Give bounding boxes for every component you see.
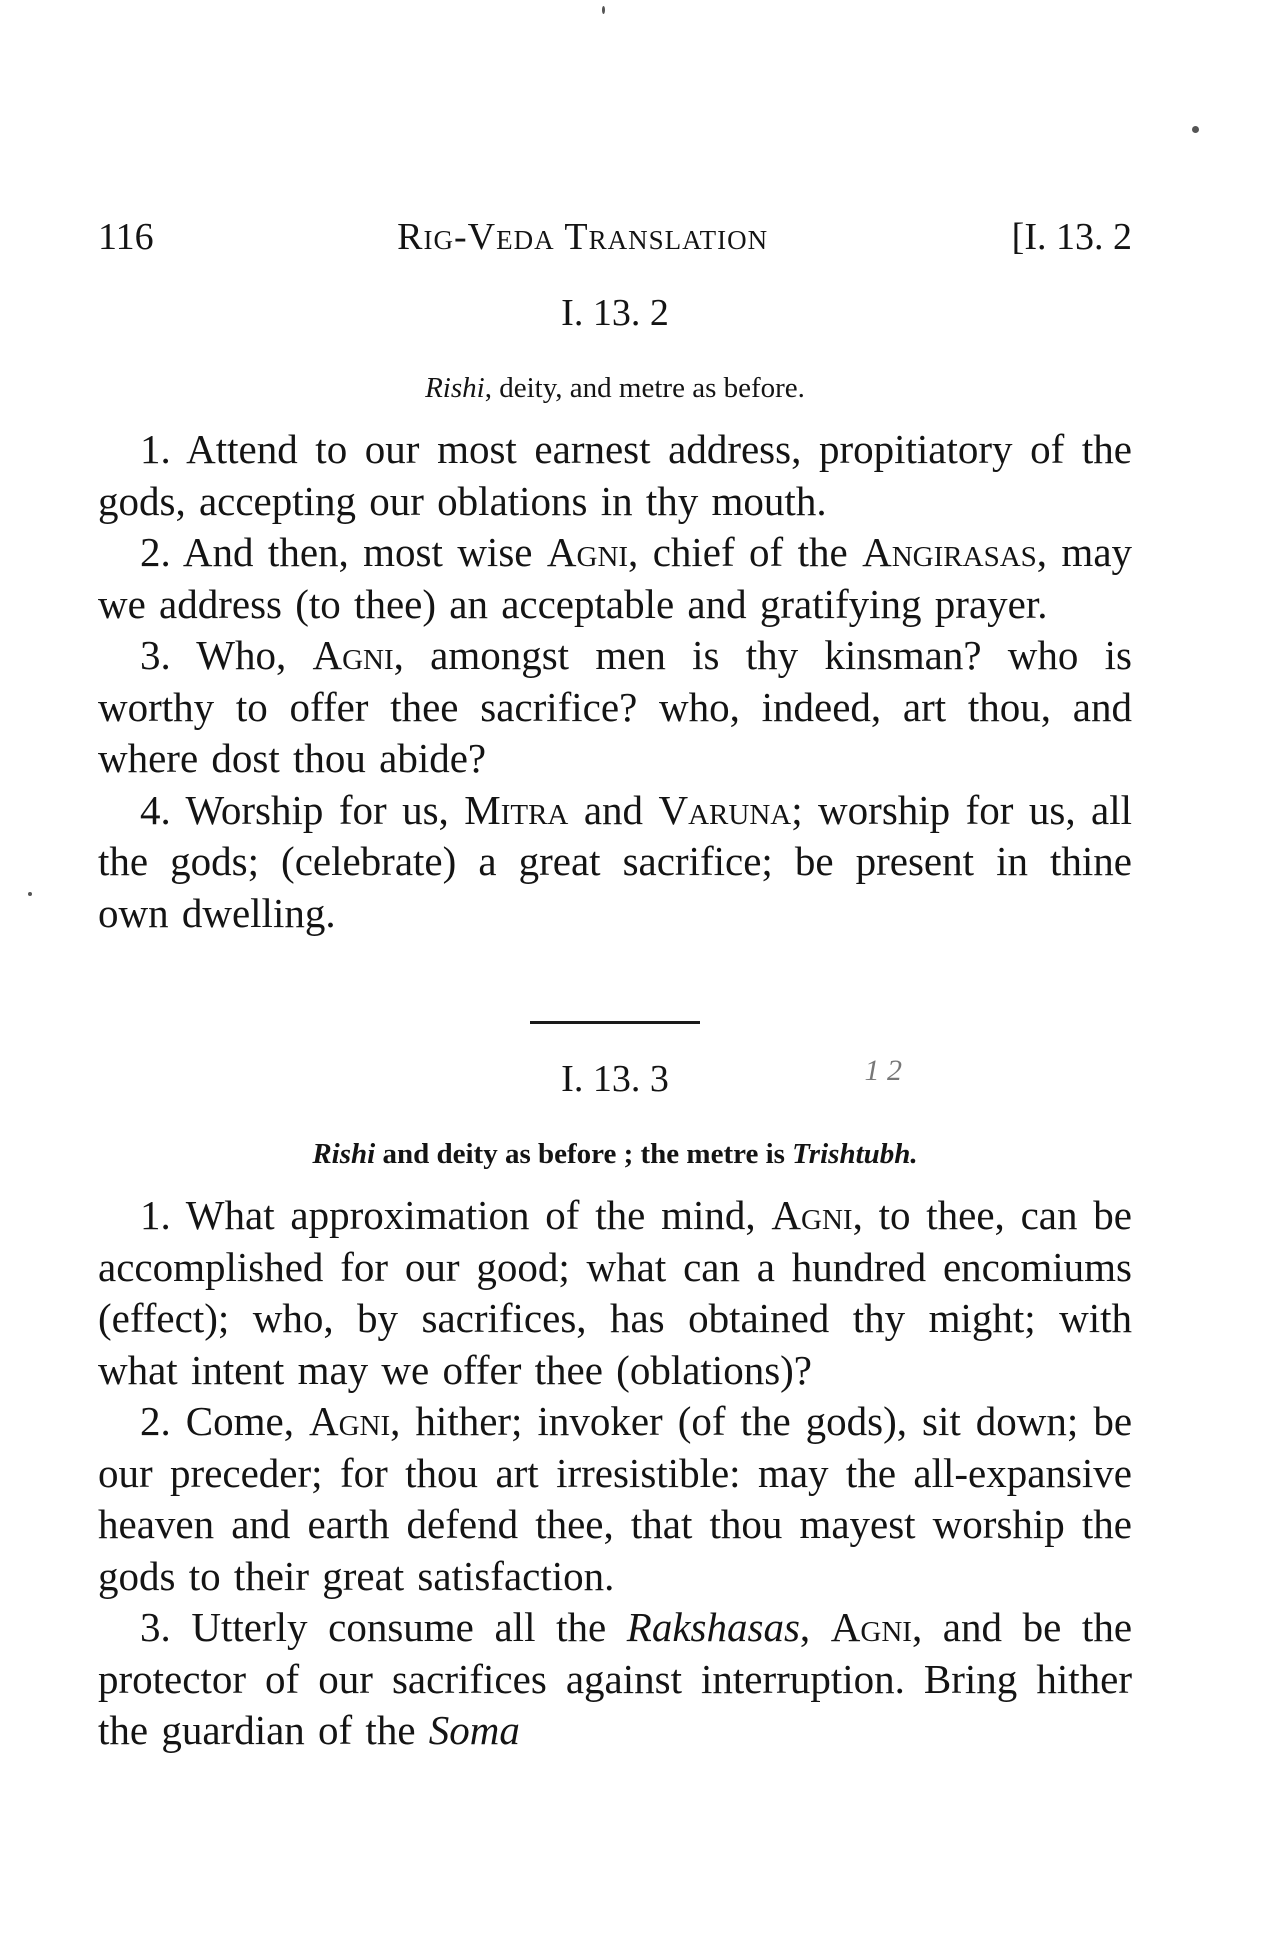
verse-number: 2. [140, 1398, 186, 1444]
italic-term: Rishi [425, 372, 485, 404]
scan-speck [602, 6, 605, 14]
verse-text: Worship for us, [185, 786, 465, 833]
verse [98, 1396, 1132, 1602]
verse-text: and [568, 786, 659, 833]
running-title: Rig-Veda Translation [397, 216, 769, 258]
hymn-title: I. 13. 3 [561, 1058, 669, 1100]
italic-term: Rishi [312, 1138, 376, 1170]
proper-name: Mitra [464, 786, 569, 833]
verse-number: 3. [140, 1604, 192, 1650]
section-divider [530, 1021, 700, 1024]
verse [98, 785, 1132, 940]
verse-text: Utterly consume all the [191, 1604, 627, 1650]
verse-text: What approximation of the mind, [185, 1192, 772, 1238]
verse-text: Attend to our most earnest address, propitiatory of the gods, accepting our oblations in thy mouth. [98, 426, 1132, 524]
scan-speck [1192, 126, 1199, 133]
proper-name: Agni [771, 1192, 853, 1238]
proper-name: Agni [546, 529, 629, 575]
section-reference: [I. 13. 2 [1011, 216, 1132, 258]
italic-term: Trishtubh. [792, 1138, 918, 1170]
verse-number: 2. [140, 529, 183, 575]
verse-text: , and be the protector of our sacrifices against interruption. Bring hither the guardian of the [98, 1604, 1133, 1753]
verse-text: , hither; invoker (of the gods), sit down; be our preceder; for thou art irresistible: may the all-expansive heaven and earth defend thee, that thou mayest worship the gods to their great satisfaction. [98, 1398, 1133, 1599]
verse [98, 1190, 1132, 1396]
verse-text: and deity as before ; the metre is [375, 1138, 793, 1170]
verse-text: , to thee, can be accomplished for our good; what can a hundred encomiums (effect); who, by sacrifices, has obtained thy might; with what intent may we offer thee (oblations)? [98, 1192, 1132, 1393]
hymn-title: I. 13. 2 [561, 292, 669, 334]
verse-number: 3. [140, 632, 197, 678]
metadata-text: , deity, and metre as before. [484, 372, 805, 404]
proper-name: Agni [309, 1398, 391, 1444]
hymn-metadata [98, 368, 1132, 408]
verse-list [98, 424, 1132, 939]
proper-name: Agni [830, 1604, 912, 1650]
hymn-title-row [98, 1054, 1132, 1104]
verse-list [98, 1190, 1132, 1757]
scan-speck [28, 892, 32, 896]
verse-text: And then, most wise [182, 529, 547, 575]
verse-text: , chief of the [628, 529, 863, 575]
verse-text: ; worship for us, all the gods; (celebrate) a great sacrifice; be present in thine own dwelling. [98, 786, 1133, 936]
verse-number: 4. [140, 786, 186, 833]
verse [98, 424, 1132, 527]
italic-term: Rakshasas [626, 1604, 800, 1650]
verse-text: Who, [196, 632, 313, 678]
verse-number: 1. [140, 426, 187, 472]
hymn-section-1 [98, 288, 1132, 939]
verse-text: , amongst men is thy kinsman? who is worthy to offer thee sacrifice? who, indeed, art thou, and where dost thou abide? [98, 632, 1132, 781]
verse-text: Come, [185, 1398, 309, 1444]
verse-number: 1. [140, 1192, 186, 1238]
proper-name: Angirasas [862, 529, 1037, 575]
page-number: 116 [98, 216, 154, 258]
handwritten-margin-note: 1 2 [864, 1054, 902, 1087]
hymn-section-2 [98, 1054, 1132, 1757]
proper-name: Varuna [658, 786, 792, 833]
proper-name: Agni [312, 632, 394, 678]
running-head [98, 212, 1132, 262]
verse [98, 1602, 1132, 1757]
verse [98, 527, 1132, 630]
book-page [98, 212, 1132, 1757]
italic-term: Soma [428, 1707, 520, 1753]
verse-text: , [799, 1604, 831, 1650]
verse [98, 630, 1132, 785]
verse-text: , may we address (to thee) an acceptable and gratifying prayer. [98, 529, 1133, 627]
hymn-metadata [98, 1134, 1132, 1174]
